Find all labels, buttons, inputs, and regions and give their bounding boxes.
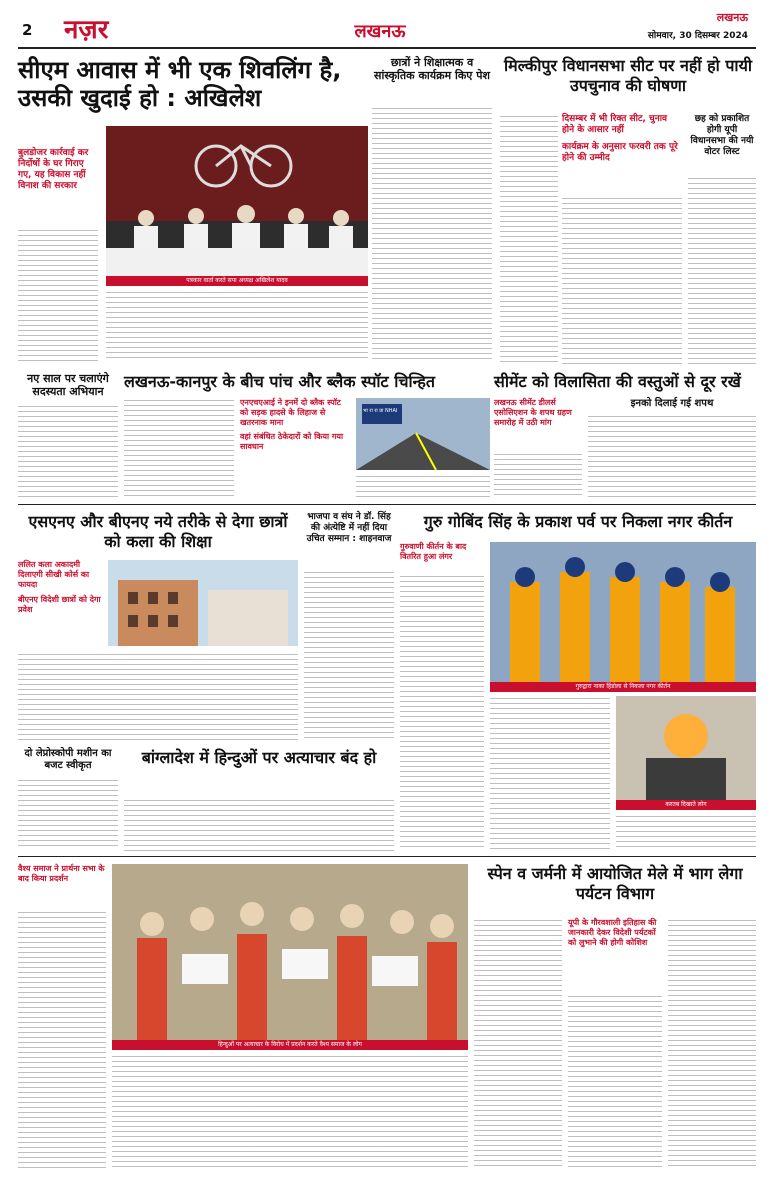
photo-caption-2: करतब दिखाते लोग	[616, 800, 756, 810]
body-col	[372, 106, 492, 362]
highlight-box	[494, 398, 582, 428]
headline: बांग्लादेश में हिन्दुओं पर अत्याचार बंद हो	[141, 748, 377, 767]
highlight-1: यूपी के गौरवशाली इतिहास की जानकारी देकर विदेशी पर्यटकों को लुभाने की होगी कोशिश	[568, 918, 657, 947]
highlight-1: बुलडोजर कार्रवाई कर निर्दोषों के घर गिराए गए, यह विकास नहीं विनाश की सरकार	[18, 148, 89, 191]
headline: दो लेप्रोस्कोपी मशीन का बजट स्वीकृत	[24, 748, 112, 771]
highlight-box	[18, 560, 102, 615]
masthead-date: सोमवार, 30 दिसम्बर 2024	[647, 31, 748, 41]
body-col	[18, 228, 98, 362]
story-laparoscopy	[18, 748, 118, 852]
headline: सीमेंट को विलासिता की वस्तुओं से दूर रखें	[494, 372, 741, 391]
story-tourism	[474, 864, 756, 1170]
highlight-2: बीएनए विदेशी छात्रों को देगा प्रवेश	[18, 595, 101, 614]
body-col	[474, 918, 562, 1168]
highlight-box	[562, 114, 682, 164]
oath-headline: इनको दिलाई गई शपथ	[630, 398, 714, 409]
body-col	[494, 452, 582, 498]
body-col	[124, 398, 234, 498]
story-students	[372, 56, 492, 366]
kirtan-photo	[490, 542, 756, 682]
body-col	[304, 570, 394, 740]
highlight-box	[240, 398, 350, 452]
headline: मिल्कीपुर विधानसभा सीट पर नहीं हो पायी उपचुनाव की घोषणा	[504, 56, 752, 95]
highway-photo	[356, 398, 490, 470]
story-shahnawaz	[304, 512, 394, 742]
highlight-2: कार्यक्रम के अनुसार फरवरी तक पूरे होने की उम्मीद	[562, 142, 678, 163]
headline: एसएनए और बीएनए नये तरीके से देगा छात्रों को कला की शिक्षा	[28, 512, 288, 551]
headline: सीएम आवास में भी एक शिवलिंग है, उसकी खुदाई हो : अखिलेश	[18, 56, 342, 112]
body-col	[688, 176, 756, 364]
photo-caption: हिन्दुओं पर अत्याचार के विरोध में प्रदर्शन करते वैश्य समाज के लोग	[112, 1040, 468, 1050]
body-col	[500, 114, 558, 364]
story-sna-bna	[18, 512, 298, 742]
masthead	[0, 0, 770, 52]
story-membership	[18, 372, 118, 500]
body-col	[568, 994, 662, 1168]
body-col	[106, 290, 368, 362]
body-col	[112, 1054, 468, 1168]
press-conference-image	[106, 126, 368, 276]
headline: स्पेन व जर्मनी में आयोजित मेले में भाग लेगा पर्यटन विभाग	[487, 864, 743, 903]
highlight-1: गुरुवाणी कीर्तन के बाद वितरित हुआ लंगर	[400, 542, 467, 561]
highlight-box	[18, 864, 106, 884]
highlight-1: दिसम्बर में भी रिक्त सीट, चुनाव होने के आसार नहीं	[562, 114, 668, 135]
highlight-1: वैश्य समाज ने प्रार्थना सभा के बाद किया प्रदर्शन	[18, 864, 105, 883]
protest-photo	[112, 864, 468, 1040]
photo-caption: गुरुद्वारा नाका हिंडोला से निकला नगर कीर्तन	[490, 682, 756, 692]
body-col	[18, 910, 106, 1168]
page-number: 2	[22, 21, 33, 39]
body-col	[616, 814, 756, 850]
headline: गुरु गोबिंद सिंह के प्रकाश पर्व पर निकला नगर कीर्तन	[423, 512, 733, 531]
body-col	[18, 652, 298, 740]
story-black-spots	[124, 372, 490, 500]
press-photo	[106, 126, 368, 276]
body-col	[18, 404, 118, 498]
masthead-rule	[18, 47, 756, 49]
karatab-photo	[616, 696, 756, 800]
vaishya-protest-image	[112, 864, 468, 1040]
headline: भाजपा व संघ ने डॉ. सिंह की अंत्येष्टि में नहीं दिया उचित सम्मान : शाहनवाज	[306, 512, 392, 544]
photo-caption: पत्रकार वार्ता करते सपा अध्यक्ष अखिलेश यादव	[106, 276, 368, 286]
headline: लखनऊ-कानपुर के बीच पांच और ब्लैक स्पॉट चिन्हित	[124, 372, 436, 391]
story-cement	[494, 372, 756, 500]
highlight-box	[18, 148, 98, 192]
body-col	[356, 474, 490, 498]
nhai-sign: भा रा रा प्रा NHAI	[363, 408, 398, 414]
highlight-1: लखनऊ सीमेंट डीलर्स एसोसिएशन के शपथ ग्रहण समारोह में उठी मांग	[494, 398, 572, 427]
highlight-1: ललित कला अकादमी दिलाएगी सीखी कोर्स का फायदा	[18, 560, 90, 589]
highlight-box	[568, 918, 662, 948]
story-cm-residence	[18, 56, 368, 366]
story-bangladesh-lower	[18, 864, 468, 1170]
section-rule	[18, 504, 756, 505]
performers-image	[616, 696, 756, 800]
body-col	[400, 574, 484, 850]
highlight-box	[400, 542, 484, 562]
story-nagar-kirtan	[400, 512, 756, 852]
body-col	[18, 778, 118, 850]
masthead-city: लखनऊ	[716, 11, 748, 24]
body-col	[668, 918, 756, 1168]
oath-body	[588, 414, 756, 498]
side-headline: छह को प्रकाशित होगी यूपी विधानसभा की नयी वोटर लिस्ट	[690, 114, 754, 157]
highlight-1: एनएचएआई ने इनमें दो ब्लैक स्पॉट को सड़क हादसे के लिहाज से खतरनाक माना	[240, 398, 341, 427]
building-photo	[108, 560, 298, 646]
section-title: लखनऊ	[354, 21, 406, 42]
section-banner	[310, 19, 450, 43]
headline: नए साल पर चलाएंगे सदस्यता अभियान	[27, 372, 109, 398]
academy-building-image	[108, 560, 298, 646]
story-milkipur	[500, 56, 756, 366]
highlight-2: वहां संबंधित ठेकेदारों को किया गया सावधान	[240, 432, 344, 451]
procession-image	[490, 542, 756, 682]
body-col	[490, 696, 610, 850]
paper-title: नज़र	[64, 15, 109, 45]
body-col	[562, 196, 682, 364]
headline: छात्रों ने शिक्षात्मक व सांस्कृतिक कार्यक्रम किए पेश	[374, 56, 490, 82]
body-col	[124, 798, 394, 854]
